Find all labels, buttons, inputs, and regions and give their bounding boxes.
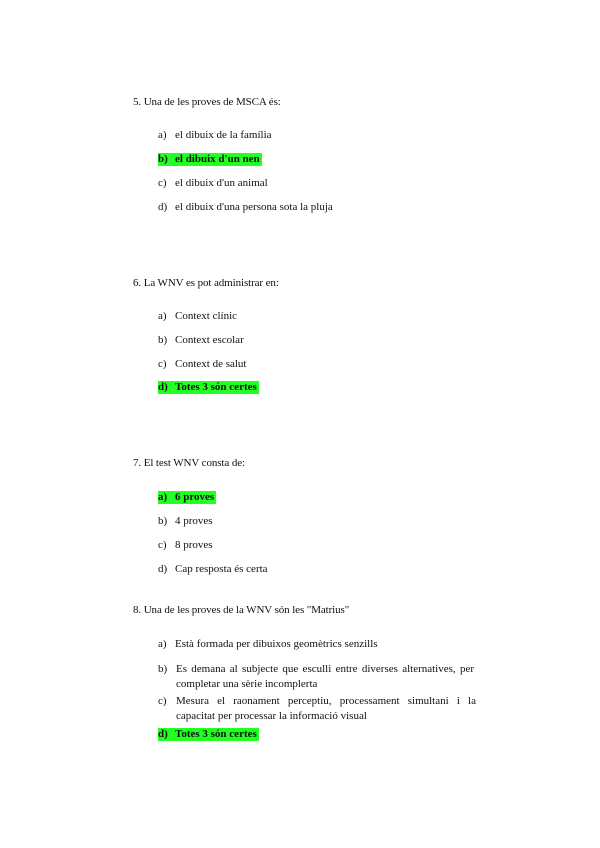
q8-option-a-text: Està formada per dibuixos geomètrics senzills bbox=[175, 638, 378, 650]
q7-option-c bbox=[158, 538, 478, 553]
q6-option-a-text: Context clínic bbox=[175, 310, 238, 322]
q7-option-d bbox=[158, 562, 478, 577]
question-5-text: 5. Una de les proves de MSCA és: bbox=[133, 96, 281, 108]
q7-option-b-letter: b) bbox=[158, 515, 168, 527]
q8-option-a-letter: a) bbox=[158, 638, 167, 650]
q7-option-b-text: 4 proves bbox=[175, 515, 213, 527]
q6-option-c bbox=[158, 357, 478, 372]
q8-option-b-text: Es demana al subjecte que esculli entre diverses alternatives, per completar una sèrie incomplerta bbox=[176, 663, 474, 690]
q7-option-d-letter: d) bbox=[158, 563, 168, 575]
q5-option-c-letter: c) bbox=[158, 177, 167, 189]
q5-option-a-text: el dibuix de la família bbox=[175, 129, 272, 141]
q6-option-b-text: Context escolar bbox=[175, 334, 244, 346]
q8-option-c bbox=[158, 694, 476, 724]
q5-option-d bbox=[158, 200, 478, 215]
q5-option-d-letter: d) bbox=[158, 201, 168, 213]
q6-option-b-letter: b) bbox=[158, 334, 168, 346]
q7-option-a-letter: a) bbox=[158, 491, 168, 503]
q5-option-d-text: el dibuix d'una persona sota la pluja bbox=[175, 201, 333, 213]
q8-option-b bbox=[158, 662, 474, 692]
q6-option-d-letter: d) bbox=[158, 381, 168, 393]
q7-option-c-text: 8 proves bbox=[175, 539, 213, 551]
q6-option-b bbox=[158, 333, 478, 348]
q6-option-d-correct bbox=[158, 380, 478, 395]
q5-option-c bbox=[158, 176, 478, 191]
q5-option-b-letter: b) bbox=[158, 153, 168, 165]
question-6-text: 6. La WNV es pot administrar en: bbox=[133, 277, 279, 289]
question-8-text: 8. Una de les proves de la WNV són les "Matrius" bbox=[133, 604, 350, 616]
q8-option-d-correct bbox=[158, 727, 478, 742]
q6-option-a-letter: a) bbox=[158, 310, 167, 322]
q7-option-a-correct bbox=[158, 490, 478, 505]
q6-option-c-letter: c) bbox=[158, 358, 167, 370]
q7-option-c-letter: c) bbox=[158, 539, 167, 551]
q7-option-d-text: Cap resposta és certa bbox=[175, 563, 268, 575]
q7-option-a-text: 6 proves bbox=[175, 491, 215, 503]
q8-option-b-letter: b) bbox=[158, 663, 168, 675]
q8-option-d-text: Totes 3 són certes bbox=[175, 728, 257, 740]
q6-option-a bbox=[158, 309, 478, 324]
q6-option-c-text: Context de salut bbox=[175, 358, 247, 370]
q5-option-b-text: el dibuix d'un nen bbox=[175, 153, 260, 165]
q8-option-a bbox=[158, 637, 478, 652]
q6-option-d-text: Totes 3 són certes bbox=[175, 381, 257, 393]
q8-option-c-text: Mesura el raonament perceptiu, processament simultani i la capacitat per processar la informació visual bbox=[176, 695, 476, 722]
q8-option-c-letter: c) bbox=[158, 695, 167, 707]
question-7-text: 7. El test WNV consta de: bbox=[133, 457, 245, 469]
q5-option-b-correct bbox=[158, 152, 478, 167]
q5-option-a bbox=[158, 128, 478, 143]
q8-option-d-letter: d) bbox=[158, 728, 168, 740]
q7-option-b bbox=[158, 514, 478, 529]
q5-option-a-letter: a) bbox=[158, 129, 167, 141]
q5-option-c-text: el dibuix d'un animal bbox=[175, 177, 268, 189]
